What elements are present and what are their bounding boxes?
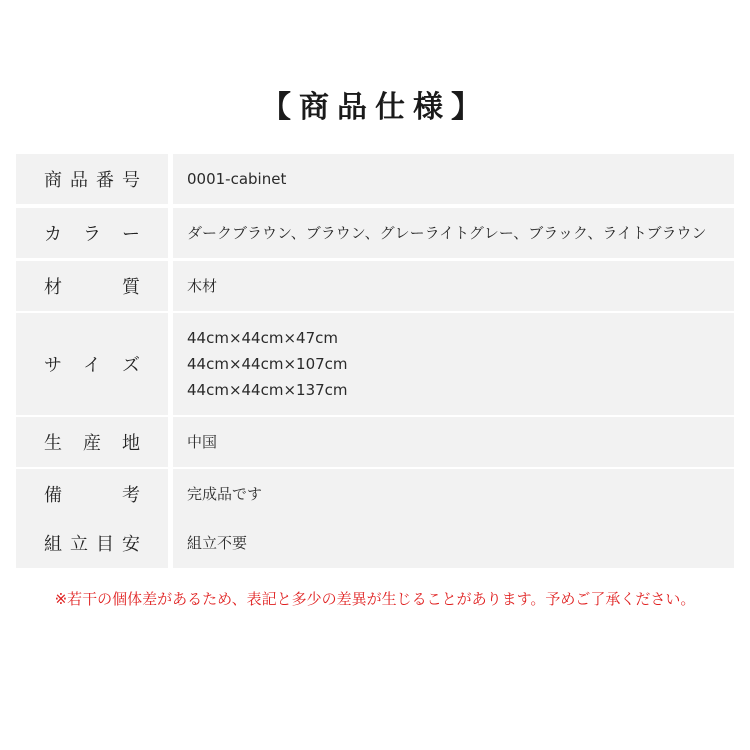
row-value-cell bbox=[173, 469, 734, 519]
row-label: 組 立 目 安 bbox=[44, 534, 140, 555]
row-label-cell bbox=[16, 261, 168, 311]
material-value: 木材 bbox=[187, 277, 218, 295]
color-value: ダークブラウン、ブラウン、グレーライトグレー、ブラック、ライトブラウン bbox=[187, 224, 707, 242]
size-value-1: 44cm×44cm×47cm bbox=[187, 329, 338, 347]
spec-row-remarks bbox=[16, 469, 734, 519]
spec-row-material bbox=[16, 261, 734, 311]
row-value-cell bbox=[173, 261, 734, 311]
row-value-cell bbox=[173, 208, 734, 258]
spec-row-product-number bbox=[16, 154, 734, 204]
size-value-2: 44cm×44cm×107cm bbox=[187, 355, 348, 373]
row-value-cell bbox=[173, 518, 734, 568]
row-label-cell bbox=[16, 469, 168, 519]
row-label-cell bbox=[16, 518, 168, 568]
origin-value: 中国 bbox=[187, 433, 218, 451]
spec-row-origin bbox=[16, 417, 734, 467]
assembly-value: 組立不要 bbox=[187, 534, 248, 552]
spec-row-color bbox=[16, 208, 734, 258]
row-label-cell bbox=[16, 208, 168, 258]
product-number-value: 0001-cabinet bbox=[187, 170, 287, 188]
spec-row-size bbox=[16, 313, 734, 415]
page-title: 【商品仕様】 bbox=[261, 90, 489, 125]
spec-row-assembly bbox=[16, 518, 734, 568]
row-value-cell bbox=[173, 154, 734, 204]
row-value-cell bbox=[173, 313, 734, 415]
row-label-cell bbox=[16, 154, 168, 204]
row-value-cell bbox=[173, 417, 734, 467]
row-label: 材 質 bbox=[44, 277, 140, 298]
row-label: サ イ ズ bbox=[44, 355, 140, 376]
size-value-3: 44cm×44cm×137cm bbox=[187, 381, 348, 399]
row-label-cell bbox=[16, 313, 168, 415]
row-label: 備 考 bbox=[44, 485, 140, 506]
row-label: 商 品 番 号 bbox=[44, 170, 140, 191]
disclaimer-note: ※若干の個体差があるため、表記と多少の差異が生じることがあります。予めご了承ください。 bbox=[54, 590, 696, 608]
row-label: 生 産 地 bbox=[44, 433, 140, 454]
row-label: カ ラ ー bbox=[44, 224, 140, 245]
row-label-cell bbox=[16, 417, 168, 467]
remarks-value: 完成品です bbox=[187, 485, 263, 503]
